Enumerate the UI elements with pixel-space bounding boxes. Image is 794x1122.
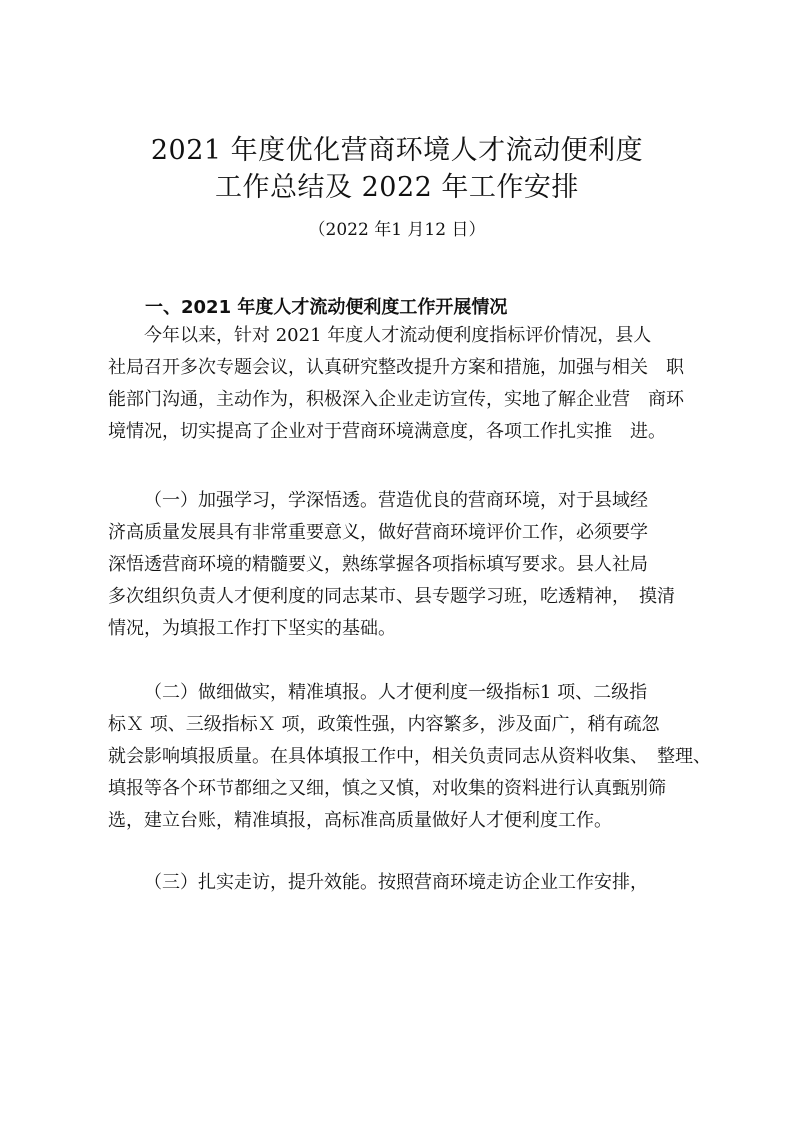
document-title-line-1: 2021 年度优化营商环境人才流动便利度 [150, 135, 644, 166]
paragraph-line: （一）加强学习，学深悟透。营造优良的营商环境，对于县域经 [144, 490, 648, 511]
document-date: （2022 年1 月12 日） [308, 220, 486, 240]
paragraph-line: 能部门沟通，主动作为，积极深入企业走访宣传，实地了解企业营 商环 [108, 389, 684, 410]
paragraph-line: 社局召开多次专题会议，认真研究整改提升方案和措施，加强与相关 职 [108, 357, 684, 378]
paragraph-line: （二）做细做实，精准填报。人才便利度一级指标1 项、二级指 [144, 682, 648, 703]
paragraph-line: 标Ｘ 项、三级指标Ｘ 项，政策性强，内容繁多，涉及面广，稍有疏忽 [108, 714, 660, 735]
paragraph-line: 选，建立台账，精准填报，高标准高质量做好人才便利度工作。 [108, 810, 612, 831]
paragraph-intro [108, 320, 708, 448]
paragraph-line: 今年以来，针对 2021 年度人才流动便利度指标评价情况，县人 [144, 325, 652, 346]
paragraph-line: （三）扎实走访，提升效能。按照营商环境走访企业工作安排， [144, 872, 648, 893]
paragraph-line: 济高质量发展具有非常重要意义，做好营商环境评价工作，必须要学 [108, 522, 648, 543]
paragraph-visits [108, 867, 708, 899]
document-title-line-2: 工作总结及 2022 年工作安排 [215, 172, 579, 203]
section-heading-1: 一、2021 年度人才流动便利度工作开展情况 [145, 297, 508, 318]
paragraph-line: 多次组织负责人才便利度的同志某市、县专题学习班，吃透精神， 摸清 [108, 586, 675, 607]
paragraph-line: 境情况，切实提高了企业对于营商环境满意度，各项工作扎实推 进。 [108, 421, 666, 442]
paragraph-line: 填报等各个环节都细之又细，慎之又慎，对收集的资料进行认真甄别筛 [108, 778, 666, 799]
paragraph-line: 就会影响填报质量。在具体填报工作中，相关负责同志从资料收集、 整理、 [108, 746, 711, 767]
paragraph-reporting [108, 677, 711, 837]
paragraph-line: 情况，为填报工作打下坚实的基础。 [108, 618, 396, 639]
paragraph-study [108, 485, 708, 645]
paragraph-line: 深悟透营商环境的精髓要义，熟练掌握各项指标填写要求。县人社局 [108, 554, 648, 575]
